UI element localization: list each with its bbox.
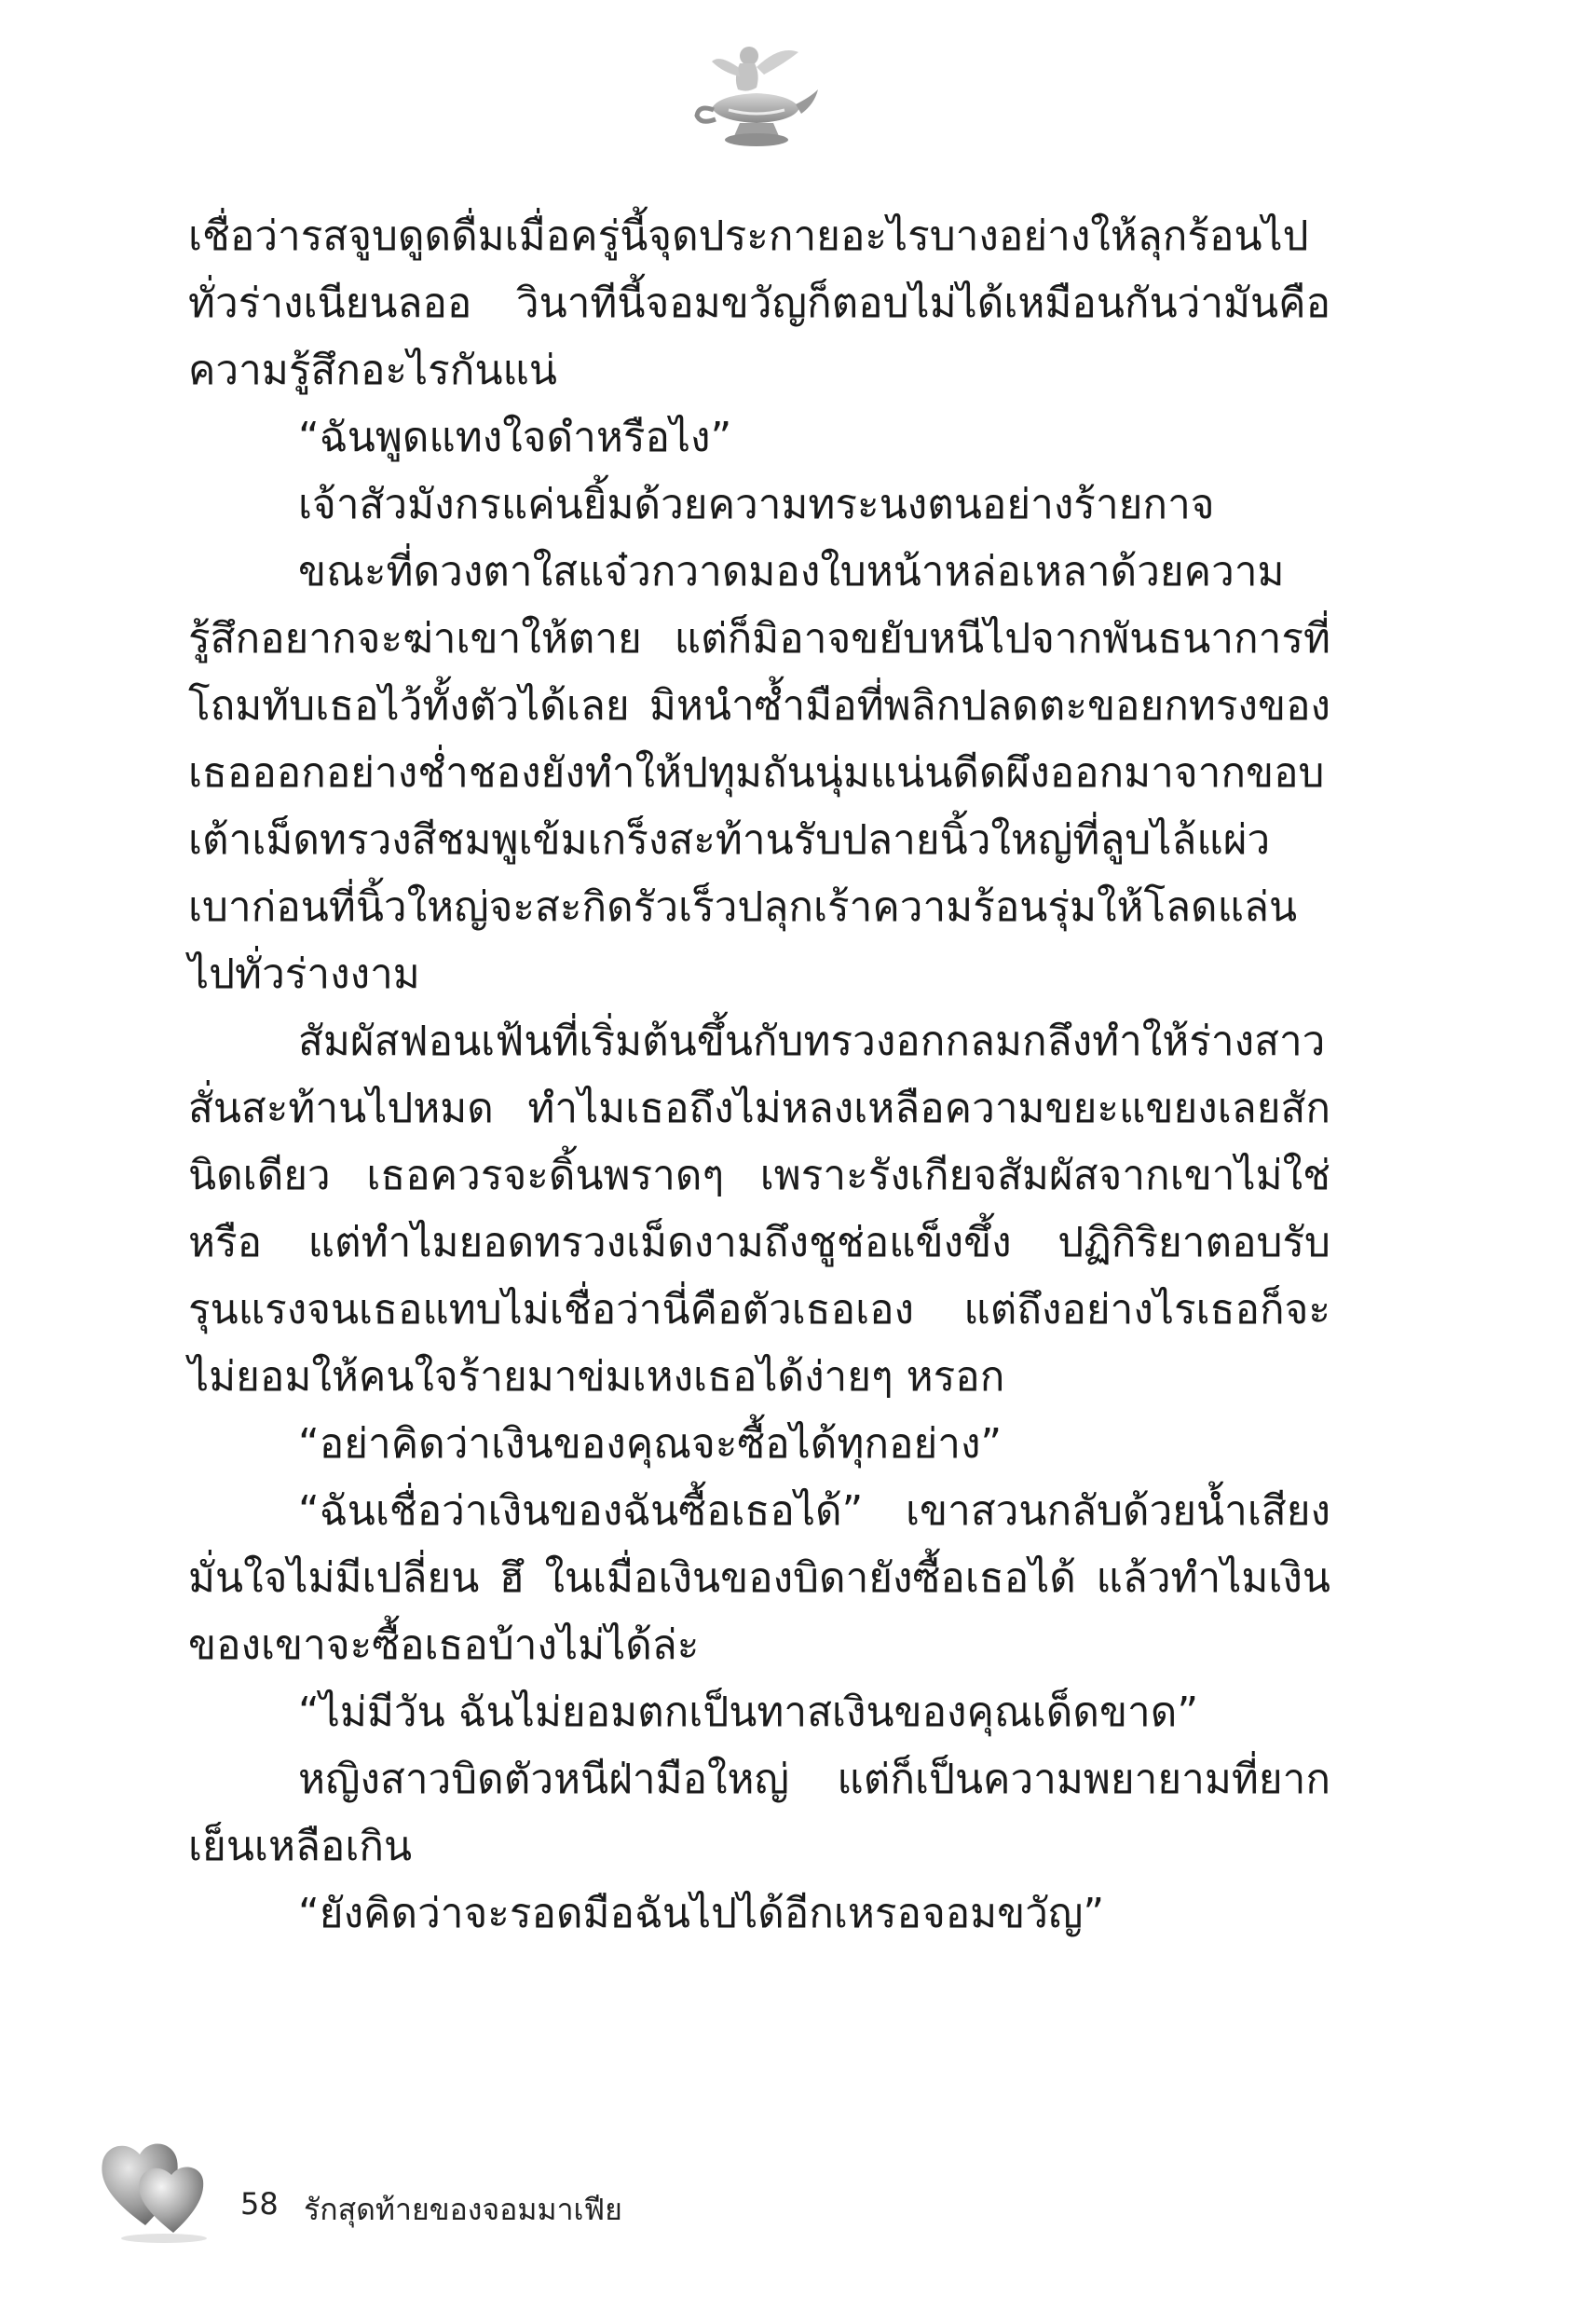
paragraph: “ฉันเชื่อว่าเงินของฉันซื้อเธอได้” เขาสวนกลับด้วยน้ำเสียงมั่นใจไม่มีเปลี่ยน ฮึ ในเมื่อเงินของบิดายังซื้อเธอได้ แล้วทำไมเงินของเขาจะซื้อเธอบ้างไม่ได้ล่ะ: [188, 1487, 1330, 1669]
page-footer: [93, 2115, 745, 2255]
paragraph: “ไม่มีวัน ฉันไม่ยอมตกเป็นทาสเงินของคุณเด็ดขาด”: [298, 1689, 1199, 1736]
paragraph: เชื่อว่ารสจูบดูดดื่มเมื่อครู่นี้จุดประกายอะไรบางอย่างให้ลุกร้อนไปทั่วร่างเนียนลออ วินาทีนี้จอมขวัญก็ตอบไม่ได้เหมือนกันว่ามันคือความรู้สึกอะไรกันแน่: [188, 212, 1330, 394]
book-title: รักสุดท้ายของจอมมาเฟีย: [304, 2192, 622, 2227]
paragraph: ขณะที่ดวงตาใสแจ๋วกวาดมองใบหน้าหล่อเหลาด้วยความรู้สึกอยากจะฆ่าเขาให้ตาย แต่ก็มิอาจขยับหนีไปจากพันธนาการที่โถมทับเธอไว้ทั้งตัวได้เลย มิหนำซ้ำมือที่พลิกปลดตะขอยกทรงของเธอออกอย่างช่ำชองยังทำให้ปทุมถันนุ่มแน่นดีดผึงออกมาจากขอบเต้าเม็ดทรวงสีชมพูเข้มเกร็งสะท้านรับปลายนิ้วใหญ่ที่ลูบไล้แผ่วเบาก่อนที่นิ้วใหญ่จะสะกิดรัวเร็วปลุกเร้าความร้อนรุ่มให้โลดแล่นไปทั่วร่างงาม: [188, 548, 1330, 998]
paragraph: “ยังคิดว่าจะรอดมือฉันไปได้อีกเหรอจอมขวัญ”: [298, 1890, 1105, 1937]
hearts-icon: [93, 2115, 224, 2246]
paragraph: สัมผัสฟอนเฟ้นที่เริ่มต้นขึ้นกับทรวงอกกลมกลึงทำให้ร่างสาวสั่นสะท้านไปหมด ทำไมเธอถึงไม่หลงเหลือความขยะแขยงเลยสักนิดเดียว เธอควรจะดิ้นพราดๆ เพราะรังเกียจสัมผัสจากเขาไม่ใช่หรือ แต่ทำไมยอดทรวงเม็ดงามถึงชูช่อแข็งขึ้ง ปฏิกิริยาตอบรับรุนแรงจนเธอแทบไม่เชื่อว่านี่คือตัวเธอเอง แต่ถึงอย่างไรเธอก็จะไม่ยอมให้คนใจร้ายมาข่มเหงเธอได้ง่ายๆ หรอก: [188, 1018, 1330, 1401]
paragraph: หญิงสาวบิดตัวหนีฝ่ามือใหญ่ แต่ก็เป็นความพยายามที่ยากเย็นเหลือเกิน: [188, 1756, 1330, 1870]
body-text: [188, 203, 1330, 1948]
paragraph: “ฉันพูดแทงใจดำหรือไง”: [298, 414, 732, 461]
page-number: 58: [240, 2186, 279, 2222]
paragraph: เจ้าสัวมังกรแค่นยิ้มด้วยความทระนงตนอย่างร้ายกาจ: [298, 481, 1215, 528]
paragraph: “อย่าคิดว่าเงินของคุณจะซื้อได้ทุกอย่าง”: [298, 1420, 1003, 1468]
magic-lamp-icon: [691, 35, 822, 157]
